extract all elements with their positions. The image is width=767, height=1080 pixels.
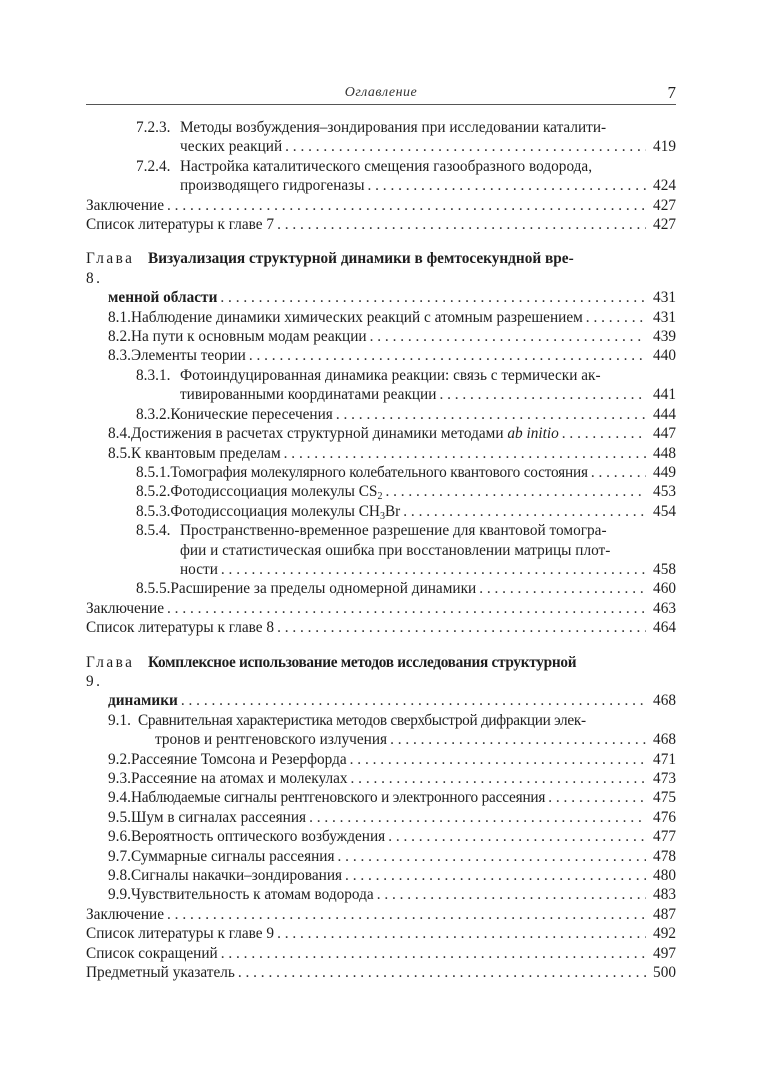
toc-entry-9-4[interactable]: 9.4. Наблюдаемые сигналы рентгеновского и электронного рассеяния . . . 475	[86, 788, 676, 807]
toc-entry-8-5-1[interactable]: 8.5.1. Томография молекулярного колебательного квантового состояния . . . 449	[86, 463, 676, 482]
header-rule	[86, 104, 676, 105]
page-ref: 478	[653, 847, 676, 865]
toc-entry-ch7-references[interactable]: Список литературы к главе 7 . . . 427	[86, 215, 676, 234]
toc-entry-9-3[interactable]: 9.3. Рассеяние на атомах и молекулах . . . 473	[86, 769, 676, 788]
page-ref: 473	[653, 770, 676, 787]
page-ref: 453	[653, 483, 676, 501]
page-ref: 458	[653, 560, 676, 578]
page-ref: 454	[653, 502, 676, 520]
page-ref: 468	[653, 692, 676, 710]
chapter-title: Комплексное использование методов исследования структурной	[148, 653, 577, 671]
toc-chapter-9[interactable]: Глава 9. Комплексное использование методов исследования структурной динамики . . . 468	[86, 653, 676, 711]
toc-entry-ch9-references[interactable]: Список литературы к главе 9 . . . 492	[86, 924, 676, 943]
page-ref: 449	[653, 463, 676, 481]
chapter-title: Визуализация структурной динамики в фемтосекундной вре-	[148, 250, 574, 268]
page-ref: 477	[653, 828, 676, 846]
toc-entry-abbreviations[interactable]: Список сокращений . . . 497	[86, 944, 676, 963]
toc-entry-8-3[interactable]: 8.3. Элементы теории . . . 440	[86, 346, 676, 365]
toc-entry-9-2[interactable]: 9.2. Рассеяние Томсона и Резерфорда . . . 471	[86, 750, 676, 769]
toc-entry-8-5-4[interactable]: 8.5.4. Пространственно-временное разрешение для квантовой томогра- фии и статистическая ошибка при восстановлении матрицы плот- ности . . . 458	[86, 521, 676, 579]
page-ref: 475	[653, 789, 676, 807]
toc-entry-7-2-3[interactable]: 7.2.3. Методы возбуждения–зондирования при исследовании каталити- ческих реакций . . . 419	[86, 118, 676, 157]
page-ref: 444	[653, 405, 676, 423]
toc-entry-8-5[interactable]: 8.5. К квантовым пределам . . . 448	[86, 444, 676, 463]
book-page	[86, 83, 676, 982]
page-ref: 448	[653, 444, 676, 462]
page-ref: 427	[653, 196, 676, 214]
toc-entry-9-7[interactable]: 9.7. Суммарные сигналы рассеяния . . . 478	[86, 847, 676, 866]
page-ref: 441	[653, 386, 676, 404]
toc-entry-9-8[interactable]: 9.8. Сигналы накачки–зондирования . . . 480	[86, 866, 676, 885]
page-ref: 471	[653, 750, 676, 768]
toc-entry-8-5-3[interactable]: 8.5.3. Фотодиссоциация молекулы $CH_3Br$ . . . 454	[86, 502, 676, 521]
toc-entry-8-5-5[interactable]: 8.5.5. Расширение за пределы одномерной динамики . . . 460	[86, 579, 676, 598]
page-ref: 424	[653, 177, 676, 195]
page-ref: 431	[653, 308, 676, 326]
page-ref: 431	[653, 289, 676, 307]
toc-entry-8-1[interactable]: 8.1. Наблюдение динамики химических реакций с атомным разрешением . . . 431	[86, 308, 676, 327]
page-number: 7	[667, 83, 676, 102]
toc-entry-9-1[interactable]: 9.1. Сравнительная характеристика методов сверхбыстрой дифракции элек- тронов и рентгеновского излучения . . . 468	[86, 711, 676, 750]
toc-entry-ch9-conclusion[interactable]: Заключение . . . 487	[86, 905, 676, 924]
page-ref: 440	[653, 347, 676, 365]
toc-entry-9-9[interactable]: 9.9. Чувствительность к атомам водорода . . . 483	[86, 885, 676, 904]
page-ref: 464	[653, 619, 676, 637]
page-ref: 447	[653, 425, 676, 443]
toc-entry-ch8-references[interactable]: Список литературы к главе 8 . . . 464	[86, 618, 676, 637]
page-ref: 419	[653, 138, 676, 156]
toc-entry-8-3-1[interactable]: 8.3.1. Фотоиндуцированная динамика реакции: связь с термически ак- тивированными координатами реакции . . . 441	[86, 366, 676, 405]
page-ref: 500	[653, 964, 676, 982]
table-of-contents	[86, 118, 676, 982]
page-ref: 492	[653, 925, 676, 943]
page-ref: 480	[653, 867, 676, 885]
running-title: Оглавление	[344, 85, 418, 100]
page-ref: 487	[653, 905, 676, 923]
toc-entry-7-2-4[interactable]: 7.2.4. Настройка каталитического смещения газообразного водорода, производящего гидрогеназы . . . 424	[86, 157, 676, 196]
page-ref: 463	[653, 599, 676, 617]
page-ref: 476	[653, 808, 676, 826]
page-ref: 439	[653, 328, 676, 346]
running-head	[86, 84, 676, 104]
toc-entry-ch7-conclusion[interactable]: Заключение . . . 427	[86, 196, 676, 215]
page-ref: 427	[653, 216, 676, 234]
toc-entry-8-5-2[interactable]: 8.5.2. Фотодиссоциация молекулы $CS_2$ . . . 453	[86, 482, 676, 501]
toc-entry-9-6[interactable]: 9.6. Вероятность оптического возбуждения . . . 477	[86, 827, 676, 846]
page-ref: 497	[653, 944, 676, 962]
toc-entry-8-2[interactable]: 8.2. На пути к основным модам реакции . . . 439	[86, 327, 676, 346]
toc-entry-8-4[interactable]: 8.4. Достижения в расчетах структурной динамики методами ab initio . . . 447	[86, 424, 676, 443]
toc-entry-subject-index[interactable]: Предметный указатель . . . 500	[86, 963, 676, 982]
page-ref: 460	[653, 580, 676, 598]
toc-entry-8-3-2[interactable]: 8.3.2. Конические пересечения . . . 444	[86, 405, 676, 424]
toc-entry-ch8-conclusion[interactable]: Заключение . . . 463	[86, 599, 676, 618]
toc-entry-9-5[interactable]: 9.5. Шум в сигналах рассеяния . . . 476	[86, 808, 676, 827]
page-ref: 468	[653, 731, 676, 749]
toc-chapter-8[interactable]: Глава 8. Визуализация структурной динамики в фемтосекундной вре- менной области . . . 431	[86, 249, 676, 307]
page-ref: 483	[653, 886, 676, 904]
